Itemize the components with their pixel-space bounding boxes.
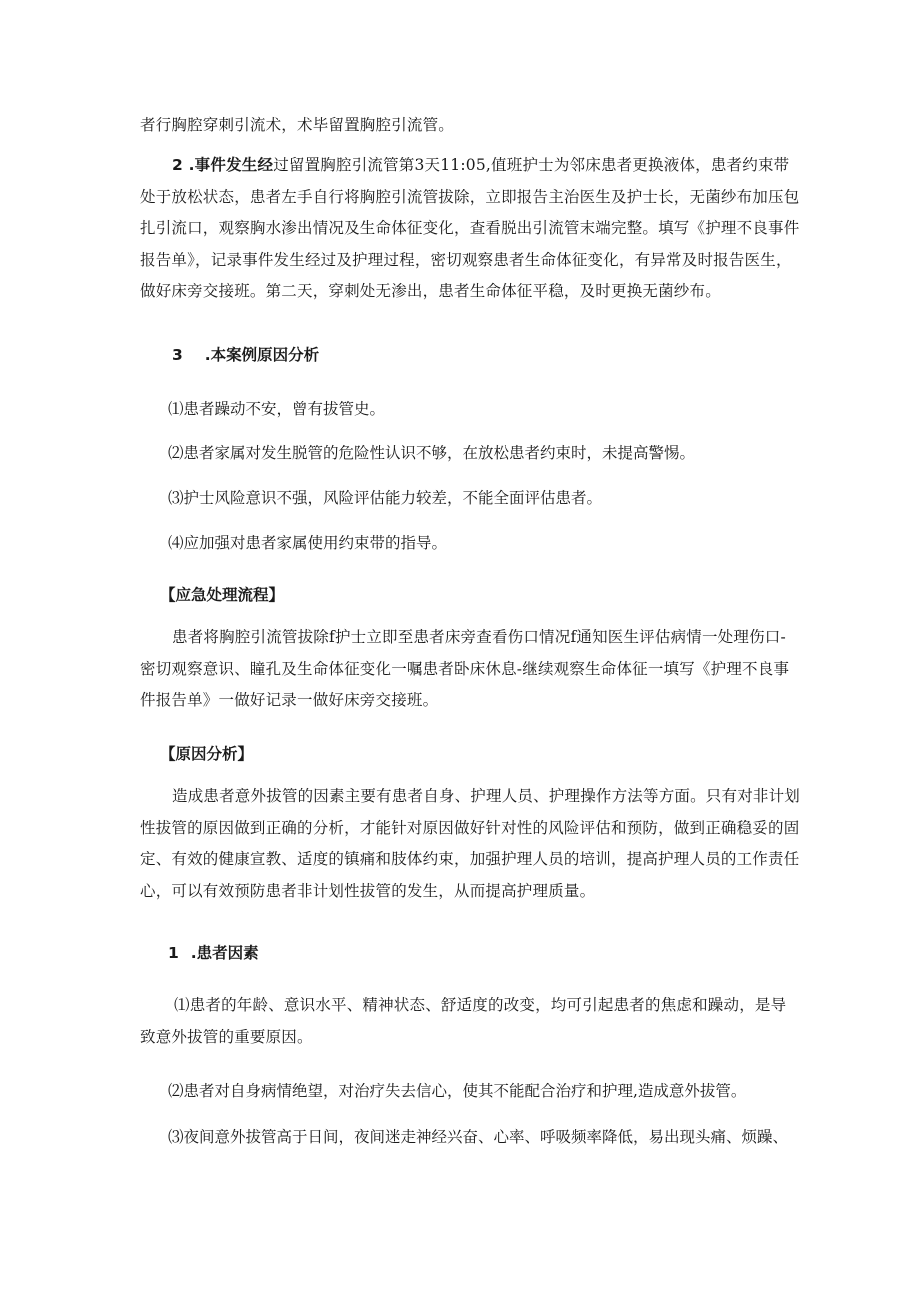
paragraph-event bbox=[140, 150, 800, 308]
paragraph-intro: 者行胸腔穿刺引流术，术毕留置胸腔引流管。 bbox=[140, 116, 455, 134]
section-3-heading bbox=[172, 344, 319, 366]
cause-body: 造成患者意外拔管的因素主要有患者自身、护理人员、护理操作方法等方面。只有对非计划性拔管的原因做到正确的分析，才能针对原因做好针对性的风险评估和预防，做到正确稳妥的固定、有效的健康宣教、适度的镇痛和肢体约束，加强护理人员的培训，提高护理人员的工作责任心，可以有效预防患者非计划性拔管的发生，从而提高护理质量。 bbox=[140, 787, 801, 900]
section-1-number: 1 bbox=[168, 944, 179, 962]
section-3-title: .本案例原因分析 bbox=[204, 346, 320, 364]
emergency-body: 患者将胸腔引流管拔除f护士立即至患者床旁查看伤口情况f通知医生评估病情一处理伤口-密切观察意识、瞳孔及生命体征变化一嘱患者卧床休息-继续观察生命体征一填写《护理不良事件报告单》一做好记录一做好床旁交接班。 bbox=[140, 628, 790, 709]
section-3-number: 3 bbox=[172, 346, 183, 364]
section-1-heading bbox=[168, 942, 259, 964]
patient-factor-3: ⑶夜间意外拔管高于日间，夜间迷走神经兴奋、心率、呼吸频率降低，易出现头痛、烦躁、 bbox=[168, 1128, 789, 1146]
section-1-title: .患者因素 bbox=[190, 944, 259, 962]
cause-item-2: ⑵患者家属对发生脱管的危险性认识不够，在放松患者约束时，未提高警惕。 bbox=[168, 444, 696, 462]
cause-item-1: ⑴患者躁动不安，曾有拔管史。 bbox=[168, 400, 386, 418]
patient-factor-1: ⑴患者的年龄、意识水平、精神状态、舒适度的改变，均可引起患者的焦虑和躁动，是导致意外拔管的重要原因。 bbox=[140, 996, 787, 1046]
event-number: 2 bbox=[172, 156, 183, 174]
cause-item-3: ⑶护士风险意识不强，风险评估能力较差，不能全面评估患者。 bbox=[168, 489, 603, 507]
emergency-heading: 【应急处理流程】 bbox=[160, 586, 285, 604]
cause-item-4: ⑷应加强对患者家属使用约束带的指导。 bbox=[168, 534, 448, 552]
event-title: .事件发生经 bbox=[183, 156, 274, 174]
cause-heading: 【原因分析】 bbox=[160, 745, 254, 763]
patient-factor-2: ⑵患者对自身病情绝望，对治疗失去信心，使其不能配合治疗和护理,造成意外拔管。 bbox=[168, 1082, 747, 1100]
event-body: 过留置胸腔引流管第3天11:05,值班护士为邻床患者更换液体，患者约束带处于放松状态，患者左手自行将胸腔引流管拔除，立即报告主治医生及护士长，无菌纱布加压包扎引流口，观察胸水渗出情况及生命体征变化，查看脱出引流管末端完整。填写《护理不良事件报告单》，记录事件发生经过及护理过程，密切观察患者生命体征变化，有异常及时报告医生，做好床旁交接班。第二天，穿刺处无渗出，患者生命体征平稳，及时更换无菌纱布。 bbox=[140, 156, 800, 300]
